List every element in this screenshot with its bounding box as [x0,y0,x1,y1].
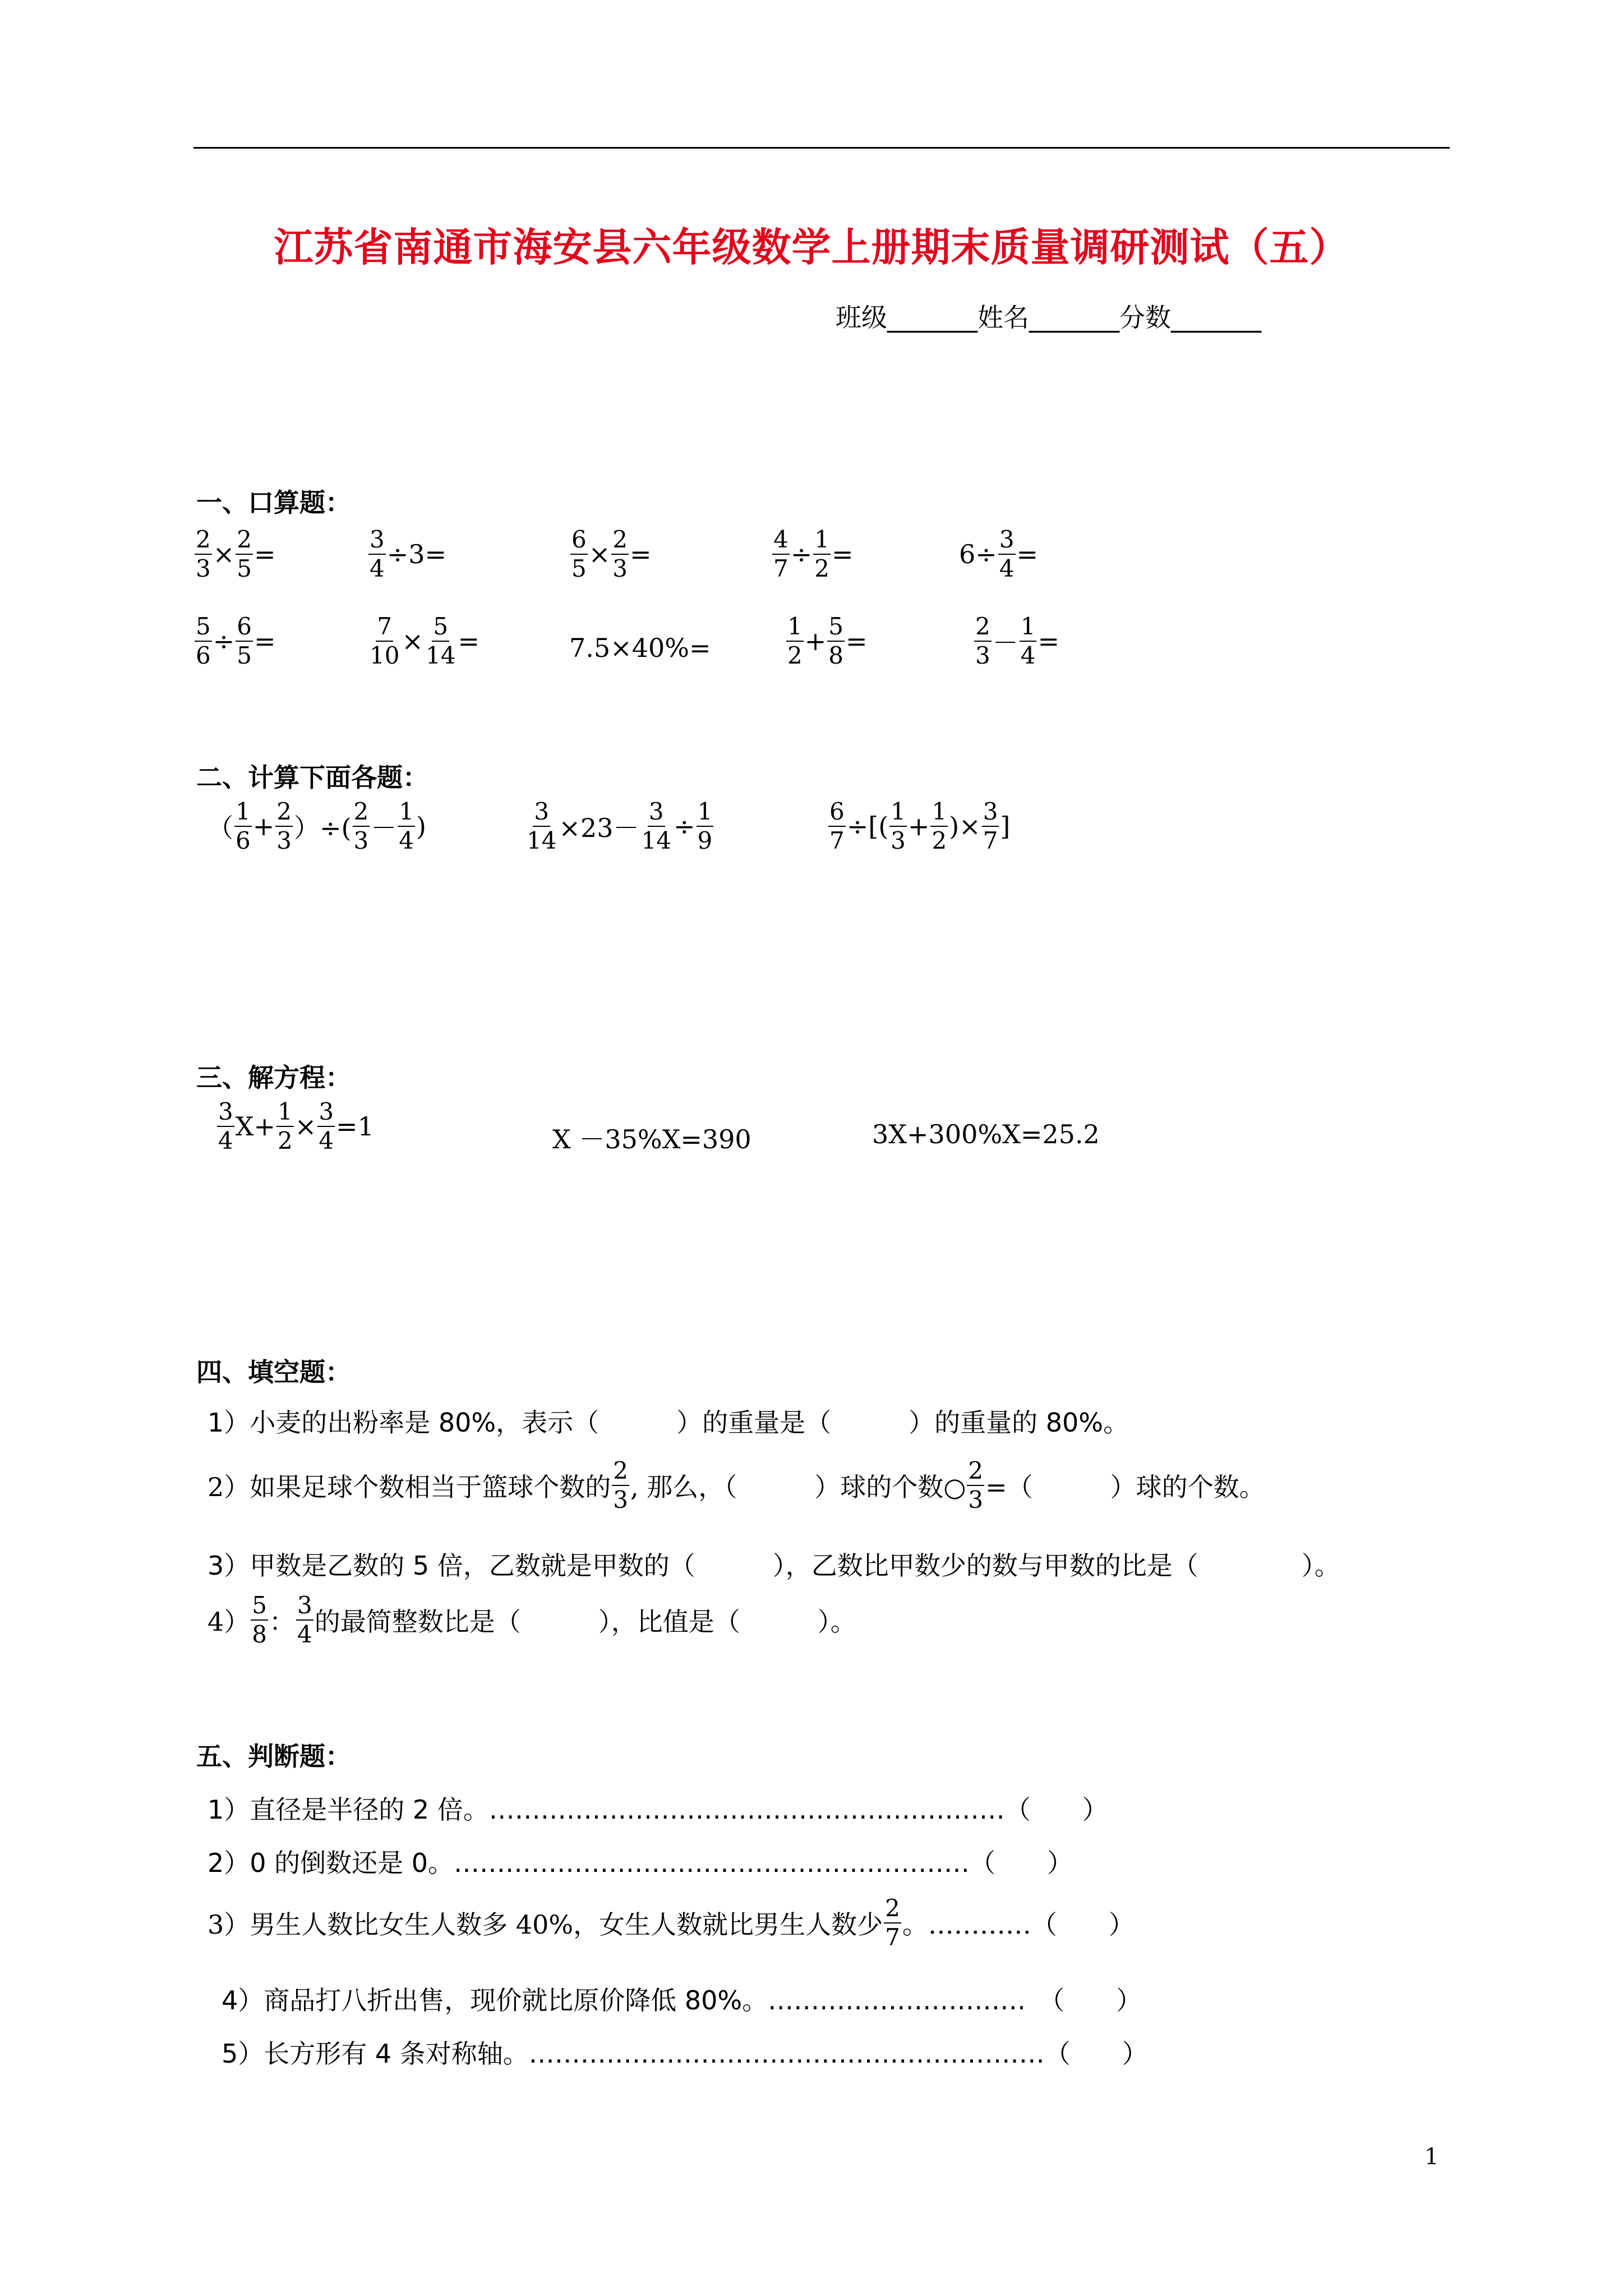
page-number: 1 [1424,2144,1439,2170]
top-rule [193,147,1450,149]
student-info-line: 班级_______姓名_______分数_______ [836,302,1261,333]
mental-calc-item: 6÷ 3 4 = [959,526,1039,583]
equation-item: 3 4 X+ 1 2 × 3 4 =1 [218,1098,374,1155]
section1-heading: 一、口算题： [196,487,351,518]
fill-question-4-part-b: ： [269,1607,296,1637]
fill-question-4-part-c: 的最简整数比是（ ），比值是（ ）。 [314,1607,856,1637]
mental-calc-item: 1 2 + 5 8 = [787,613,868,670]
fill-question-2-part-b: , 那么，（ ）球的个数○ [630,1472,966,1503]
mental-calc-item: 4 7 ÷ 1 2 = [773,526,854,583]
judge-question-4: 4）商品打八折出售，现价就比原价降低 80%。………………………… （ ） [222,1985,1142,2016]
calc-item: （ 1 6 + 2 3 ）÷( 2 3 － 1 4 ) [208,798,426,855]
page-title: 江苏省南通市海安县六年级数学上册期末质量调研测试（五） [274,224,1349,270]
mental-calc-item: 2 3 － 1 4 = [975,613,1060,670]
mental-calc-item: 2 3 × 2 5 = [196,526,276,583]
calc-item: 3 14 ×23－ 3 14 ÷ 1 9 [527,798,713,855]
fill-question-1: 1）小麦的出粉率是 80%，表示（ ）的重量是（ ）的重量的 80%。 [208,1407,1129,1438]
calc-item: 6 7 ÷[( 1 3 + 1 2 )× 3 7 ] [829,798,1011,855]
section2-heading: 二、计算下面各题： [196,762,428,793]
judge-question-3-part-b: 。…………（ ） [902,1910,1135,1940]
mental-calc-item: 5 6 ÷ 6 5 = [196,613,276,670]
mental-calc-item: 7 10 × 5 14 = [370,613,479,670]
fill-question-4: 4） 5 8 ： 3 4 的最简整数比是（ ），比值是（ ）。 [208,1591,856,1649]
judge-question-2: 2）0 的倒数还是 0。……………………………………………………（ ） [208,1848,1073,1878]
fill-question-3: 3）甲数是乙数的 5 倍，乙数就是甲数的（ ），乙数比甲数少的数与甲数的比是（ ）。 [208,1550,1340,1581]
judge-question-3: 3）男生人数比女生人数多 40%，女生人数就比男生人数少 2 7 。…………（ ） [208,1894,1135,1952]
equation-item: X －35%X=390 [552,1124,751,1154]
section5-heading: 五、判断题： [196,1741,351,1772]
section4-heading: 四、填空题： [196,1357,351,1387]
fill-question-4-part-a: 4） [208,1607,250,1637]
fill-question-2: 2）如果足球个数相当于篮球个数的 2 3 , 那么，（ ）球的个数○ $\frac{2}{3}$ =（ ）球的个数。 [208,1457,1265,1514]
fill-question-2-part-c: =（ ）球的个数。 [985,1472,1265,1503]
section3-heading: 三、解方程： [196,1062,351,1093]
mental-calc-item: 7.5×40%= [569,633,711,663]
judge-question-3-part-a: 3）男生人数比女生人数多 40%，女生人数就比男生人数少 [208,1910,883,1940]
mental-calc-item: 6 5 × 2 3 = [571,526,652,583]
equation-item: 3X+300%X=25.2 [872,1119,1100,1149]
judge-question-1: 1）直径是半径的 2 倍。……………………………………………………（ ） [208,1795,1108,1825]
fill-question-2-part-a: 2）如果足球个数相当于篮球个数的 [208,1472,611,1503]
mental-calc-item: 3 4 ÷3= [370,526,447,583]
judge-question-5: 5）长方形有 4 条对称轴。……………………………………………………（ ） [222,2039,1148,2069]
